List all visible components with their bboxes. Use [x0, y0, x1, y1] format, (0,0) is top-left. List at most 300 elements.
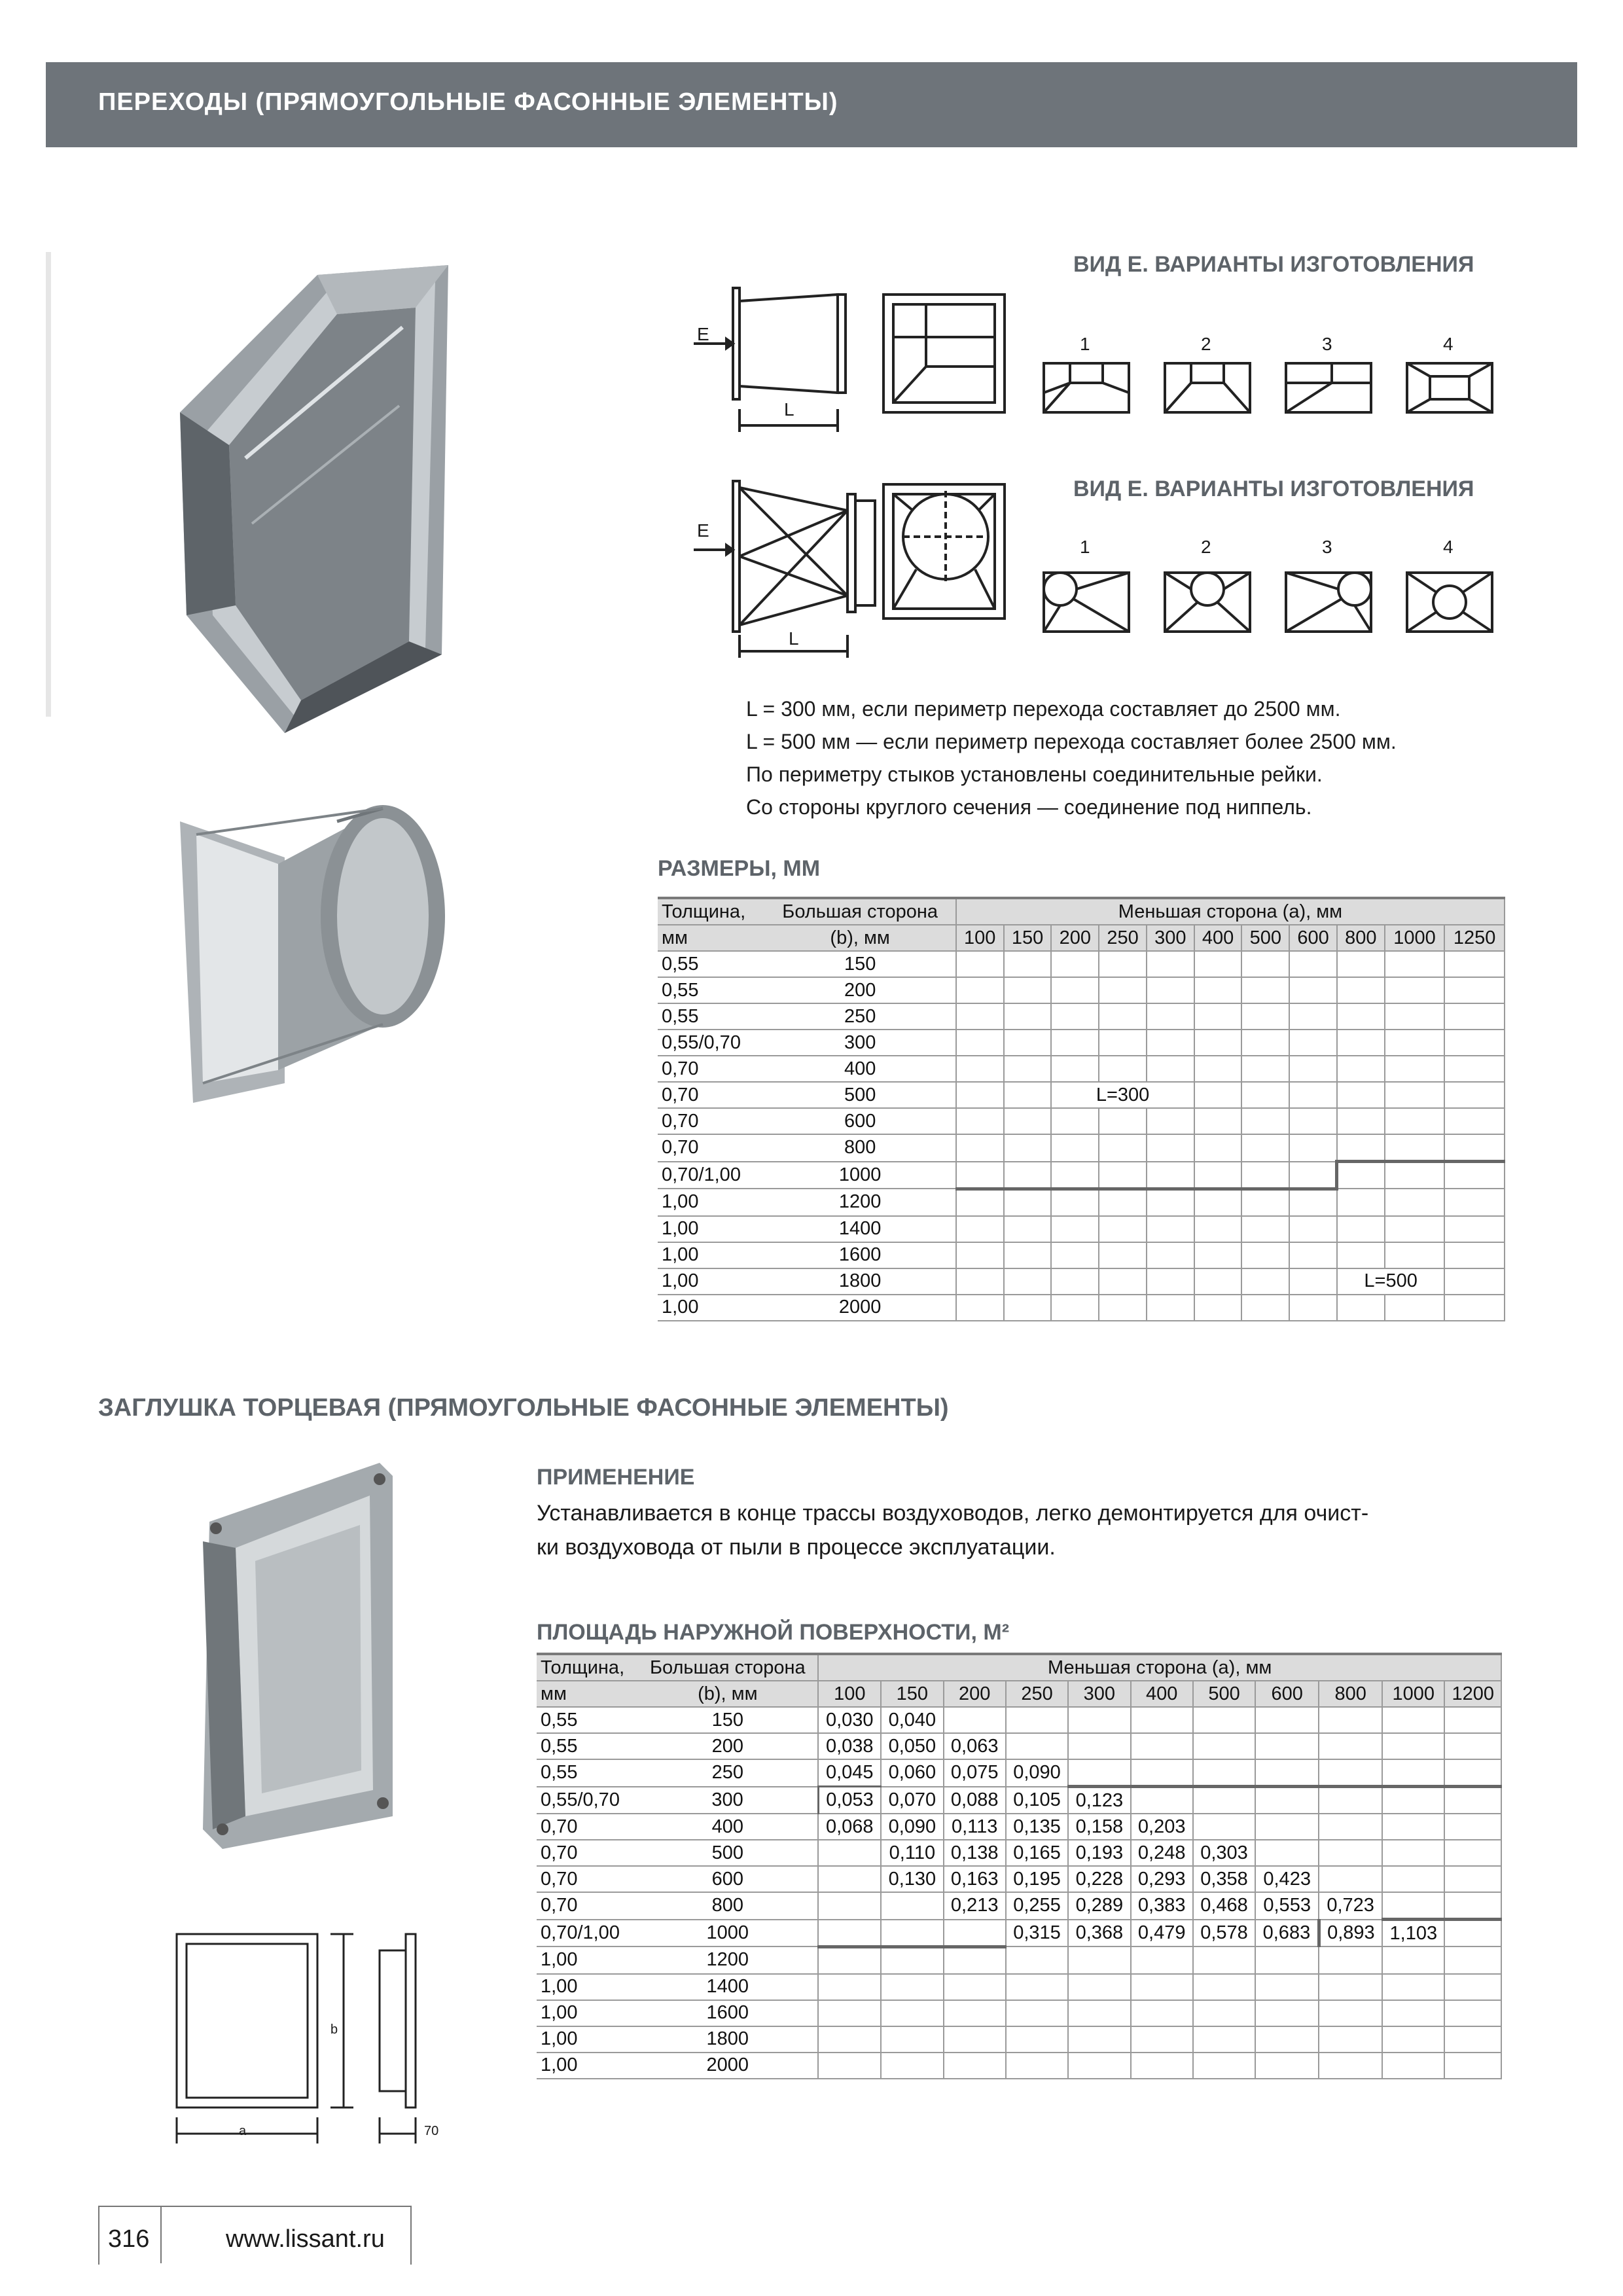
cell-value	[1319, 1733, 1382, 1759]
cell-value	[1319, 1707, 1382, 1733]
cell-thickness: 0,70	[658, 1108, 764, 1134]
sizes-title: РАЗМЕРЫ, ММ	[658, 856, 821, 881]
cell-value: 0,030	[818, 1707, 881, 1733]
cell-value	[1147, 1056, 1194, 1082]
cell-thickness: 1,00	[537, 1946, 637, 1974]
cell-b: 200	[637, 1733, 818, 1759]
cell-value	[944, 2000, 1006, 2026]
cell-value	[1131, 1974, 1193, 2000]
cell-value	[1131, 1787, 1193, 1814]
cell-value	[956, 1268, 1004, 1295]
cell-value	[1006, 1946, 1068, 1974]
col-a-header: 200	[1051, 925, 1099, 951]
cell-value: 0,358	[1193, 1866, 1255, 1892]
cell-value	[1241, 1242, 1289, 1268]
cell-b: 150	[764, 951, 955, 977]
cell-value	[1289, 1108, 1337, 1134]
cell-value	[1289, 977, 1337, 1003]
cell-value	[1382, 1733, 1444, 1759]
cell-value	[956, 1030, 1004, 1056]
cell-value	[1319, 2000, 1382, 2026]
col-a-header: 800	[1337, 925, 1385, 951]
cell-value	[1382, 2000, 1444, 2026]
cell-value	[1004, 1030, 1052, 1056]
cell-b: 400	[764, 1056, 955, 1082]
cell-b: 1400	[764, 1216, 955, 1242]
cell-value	[1444, 1787, 1501, 1814]
cell-value	[1385, 1003, 1445, 1030]
cell-value	[818, 2053, 881, 2079]
cell-value	[1193, 1759, 1255, 1787]
cell-value	[1099, 977, 1147, 1003]
cell-value	[1194, 1030, 1242, 1056]
cell-value: 0,683	[1255, 1920, 1319, 1947]
cell-thickness: 0,70/1,00	[658, 1162, 764, 1189]
cell-value	[818, 1920, 881, 1947]
table-row	[658, 1295, 1505, 1321]
cell-value	[1337, 951, 1385, 977]
cell-value	[1337, 1108, 1385, 1134]
cell-value	[1006, 1974, 1068, 2000]
drawing-label-a: a	[239, 2124, 247, 2138]
cell-value	[1255, 1974, 1319, 2000]
table-row	[658, 1242, 1505, 1268]
application-text	[537, 1496, 1368, 1564]
col-b-header: Большая сторона	[637, 1654, 818, 1681]
sizes-table	[658, 897, 1505, 1321]
cell-value	[1193, 2026, 1255, 2053]
cell-value	[1289, 951, 1337, 977]
group-header: Меньшая сторона (a), мм	[818, 1654, 1501, 1681]
cell-thickness: 1,00	[658, 1242, 764, 1268]
cell-value	[1382, 1840, 1444, 1866]
cell-value	[881, 1946, 943, 1974]
cell-value	[1444, 1946, 1501, 1974]
col-a-header: 100	[818, 1681, 881, 1707]
cell-value	[1004, 1216, 1052, 1242]
variant-label: 4	[1443, 334, 1454, 354]
cell-value	[1099, 951, 1147, 977]
cell-b: 1000	[764, 1162, 955, 1189]
end-cap-drawing	[170, 1921, 478, 2157]
page-number: 316	[108, 2225, 150, 2253]
cell-value	[1147, 1268, 1194, 1295]
cell-value	[1004, 1108, 1052, 1134]
cell-thickness: 1,00	[537, 2053, 637, 2079]
cell-value	[818, 1974, 881, 2000]
table-row	[537, 1892, 1501, 1920]
view-title-1: ВИД Е. ВАРИАНТЫ ИЗГОТОВЛЕНИЯ	[1073, 252, 1474, 277]
cell-value	[1444, 1134, 1505, 1162]
cell-value	[1147, 977, 1194, 1003]
label-l500: L=500	[1337, 1268, 1444, 1295]
drawing-label-b: b	[330, 2022, 338, 2037]
cell-value	[881, 2053, 943, 2079]
cell-value	[1241, 1030, 1289, 1056]
label-e-bottom: E	[697, 520, 709, 541]
cell-value	[1099, 1242, 1147, 1268]
cell-value	[1289, 1162, 1337, 1189]
photo-end-cap	[183, 1463, 406, 1856]
col-a-header: 150	[1004, 925, 1052, 951]
cell-value	[881, 1892, 943, 1920]
cell-thickness: 0,70	[537, 1892, 637, 1920]
cell-value: 0,090	[1006, 1759, 1068, 1787]
cell-value	[1255, 1787, 1319, 1814]
cell-value	[1147, 1216, 1194, 1242]
cell-value	[1241, 951, 1289, 977]
cell-thickness: 0,70	[658, 1056, 764, 1082]
col-a-header: 500	[1193, 1681, 1255, 1707]
cell-value: 0,105	[1006, 1787, 1068, 1814]
table-row	[658, 977, 1505, 1003]
cell-value	[1444, 1707, 1501, 1733]
cell-value	[1444, 1030, 1505, 1056]
cell-value	[1051, 1189, 1099, 1216]
cell-value	[1194, 1268, 1242, 1295]
cell-value	[1193, 1733, 1255, 1759]
cell-value: 0,315	[1006, 1920, 1068, 1947]
col-a-header: 1250	[1444, 925, 1505, 951]
cell-value	[1319, 1866, 1382, 1892]
cell-value	[1193, 1787, 1255, 1814]
table-row	[658, 1030, 1505, 1056]
cell-value	[1194, 1295, 1242, 1321]
col-a-header: 250	[1006, 1681, 1068, 1707]
cell-value: 0,368	[1068, 1920, 1130, 1947]
cell-value	[1051, 1216, 1099, 1242]
cell-value	[944, 1974, 1006, 2000]
variant-label: 4	[1443, 537, 1454, 557]
cell-value	[1255, 2053, 1319, 2079]
cell-value	[1004, 1295, 1052, 1321]
cell-value	[1289, 1268, 1337, 1295]
cell-value: 0,063	[944, 1733, 1006, 1759]
label-l-bottom: L	[789, 628, 799, 649]
cell-value	[818, 1840, 881, 1866]
cell-value	[1241, 1134, 1289, 1162]
cell-thickness: 0,55/0,70	[658, 1030, 764, 1056]
col-thickness-header: Толщина,	[537, 1654, 637, 1681]
cell-thickness: 0,55	[658, 951, 764, 977]
cell-value	[1444, 1268, 1505, 1295]
cell-value	[1289, 1189, 1337, 1216]
cell-value: 0,053	[818, 1787, 881, 1814]
application-text-line: ки воздуховода от пыли в процессе эксплуатации.	[537, 1535, 1056, 1560]
cell-value	[1385, 1216, 1445, 1242]
cell-value: 0,045	[818, 1759, 881, 1787]
cell-value: 0,158	[1068, 1814, 1130, 1840]
col-thickness-header: мм	[658, 925, 764, 951]
cell-value	[956, 1162, 1004, 1189]
cell-value	[1289, 1030, 1337, 1056]
cell-value: 0,038	[818, 1733, 881, 1759]
cell-value	[1382, 1866, 1444, 1892]
table-row	[537, 2053, 1501, 2079]
cell-value: 0,423	[1255, 1866, 1319, 1892]
cell-value	[1255, 1759, 1319, 1787]
cell-value	[1289, 1216, 1337, 1242]
cell-value	[956, 951, 1004, 977]
cell-value: 0,138	[944, 1840, 1006, 1866]
table-row	[658, 1134, 1505, 1162]
label-e-top: E	[697, 324, 709, 344]
cell-value	[1255, 1733, 1319, 1759]
cell-value	[1337, 1030, 1385, 1056]
area-table	[537, 1653, 1502, 2079]
cell-value	[1382, 1974, 1444, 2000]
cell-value	[1241, 1162, 1289, 1189]
cell-value	[818, 2000, 881, 2026]
cell-value	[1051, 1162, 1099, 1189]
cell-b: 1600	[764, 1242, 955, 1268]
col-a-header: 600	[1255, 1681, 1319, 1707]
cell-value	[1194, 951, 1242, 977]
cell-thickness: 0,70/1,00	[537, 1920, 637, 1947]
cell-value	[1147, 951, 1194, 977]
cell-value: 0,135	[1006, 1814, 1068, 1840]
cell-value	[1255, 2026, 1319, 2053]
cell-value: 0,479	[1131, 1920, 1193, 1947]
cell-value	[1444, 1920, 1501, 1947]
cell-thickness: 1,00	[537, 2026, 637, 2053]
cell-value	[1051, 977, 1099, 1003]
cell-value	[1319, 1787, 1382, 1814]
cell-value	[1068, 1759, 1130, 1787]
cell-value	[1131, 2026, 1193, 2053]
cell-value	[1051, 1242, 1099, 1268]
cell-b: 300	[764, 1030, 955, 1056]
cell-value	[1004, 1189, 1052, 1216]
application-text-line: Устанавливается в конце трассы воздуховодов, легко демонтируется для очист-	[537, 1501, 1369, 1526]
cell-value: 0,090	[881, 1814, 943, 1840]
cell-value	[1444, 951, 1505, 977]
cell-value: 0,213	[944, 1892, 1006, 1920]
cell-value	[956, 1295, 1004, 1321]
cell-value	[1131, 2053, 1193, 2079]
cell-thickness: 0,70	[537, 1814, 637, 1840]
cell-value: 0,040	[881, 1707, 943, 1733]
cell-b: 1200	[764, 1189, 955, 1216]
cell-value	[1051, 951, 1099, 977]
cell-value	[1385, 1162, 1445, 1189]
cell-value	[1194, 977, 1242, 1003]
cell-value	[1194, 1216, 1242, 1242]
table-row	[537, 1733, 1501, 1759]
note-line: L = 500 мм — если периметр перехода составляет более 2500 мм.	[746, 730, 1397, 753]
cell-value	[1241, 1189, 1289, 1216]
cell-value	[1099, 1189, 1147, 1216]
cell-thickness: 0,55	[537, 1759, 637, 1787]
table-row	[658, 1056, 1505, 1082]
cell-b: 200	[764, 977, 955, 1003]
table-row	[537, 1759, 1501, 1787]
cell-value	[1444, 1840, 1501, 1866]
table-row	[658, 1003, 1505, 1030]
cell-value	[1006, 1733, 1068, 1759]
cell-b: 1600	[637, 2000, 818, 2026]
cell-thickness: 1,00	[658, 1189, 764, 1216]
cell-value	[1444, 1295, 1505, 1321]
cell-value: 0,193	[1068, 1840, 1130, 1866]
cell-b: 1200	[637, 1946, 818, 1974]
cell-value	[1337, 1216, 1385, 1242]
cell-value	[1444, 1108, 1505, 1134]
cell-value: 0,113	[944, 1814, 1006, 1840]
variant-label: 1	[1080, 334, 1090, 354]
col-a-header: 1200	[1444, 1681, 1501, 1707]
table-row	[658, 1082, 1505, 1108]
cell-value	[1385, 1030, 1445, 1056]
cell-value	[1099, 1030, 1147, 1056]
col-a-header: 1000	[1385, 925, 1445, 951]
table-row	[658, 1162, 1505, 1189]
footer-url[interactable]: www.lissant.ru	[226, 2225, 385, 2253]
cell-value	[1004, 1003, 1052, 1030]
cell-value	[956, 1056, 1004, 1082]
cell-value	[1444, 2026, 1501, 2053]
table-row	[537, 1840, 1501, 1866]
cell-value: 0,383	[1131, 1892, 1193, 1920]
cell-value: 0,123	[1068, 1787, 1130, 1814]
col-a-header: 400	[1131, 1681, 1193, 1707]
cell-b: 2000	[637, 2053, 818, 2079]
cell-value	[1255, 1707, 1319, 1733]
plug-title: ЗАГЛУШКА ТОРЦЕВАЯ (ПРЯМОУГОЛЬНЫЕ ФАСОННЫЕ ЭЛЕМЕНТЫ)	[98, 1394, 949, 1422]
table-row	[537, 1866, 1501, 1892]
cell-value	[1319, 2026, 1382, 2053]
cell-value	[944, 1920, 1006, 1947]
cell-value: 0,110	[881, 1840, 943, 1866]
cell-value	[1068, 1974, 1130, 2000]
cell-value	[1194, 1003, 1242, 1030]
cell-value	[1004, 977, 1052, 1003]
cell-value	[1382, 1892, 1444, 1920]
cell-value	[1004, 1056, 1052, 1082]
cell-value	[1241, 1082, 1289, 1108]
cell-value: 0,578	[1193, 1920, 1255, 1947]
cell-value	[1382, 1759, 1444, 1787]
footer-separator	[160, 2206, 162, 2263]
table-row	[537, 1707, 1501, 1733]
cell-value: 0,293	[1131, 1866, 1193, 1892]
cell-thickness: 0,55	[658, 977, 764, 1003]
col-b-header: (b), мм	[764, 925, 955, 951]
table-row	[537, 1787, 1501, 1814]
cell-value	[1241, 977, 1289, 1003]
cell-value	[1004, 1082, 1052, 1108]
cell-value	[1444, 1974, 1501, 2000]
cell-value	[1131, 1759, 1193, 1787]
cell-value	[1337, 1295, 1385, 1321]
cell-value	[1444, 1082, 1505, 1108]
cell-value	[1385, 1056, 1445, 1082]
cell-value	[818, 2026, 881, 2053]
cell-b: 150	[637, 1707, 818, 1733]
col-thickness-header: Толщина,	[658, 898, 764, 925]
cell-value	[1255, 1814, 1319, 1840]
cell-value	[1147, 1295, 1194, 1321]
cell-value	[1006, 2000, 1068, 2026]
cell-value: 0,255	[1006, 1892, 1068, 1920]
cell-value	[956, 1082, 1004, 1108]
col-a-header: 500	[1241, 925, 1289, 951]
cell-b: 250	[637, 1759, 818, 1787]
cell-value	[1385, 1189, 1445, 1216]
view-title-2: ВИД Е. ВАРИАНТЫ ИЗГОТОВЛЕНИЯ	[1073, 476, 1474, 501]
cell-value	[1147, 1242, 1194, 1268]
cell-value: 0,893	[1319, 1920, 1382, 1947]
cell-value	[1382, 1787, 1444, 1814]
cell-value	[1444, 1866, 1501, 1892]
cell-value	[818, 1892, 881, 1920]
cell-b: 1000	[637, 1920, 818, 1947]
cell-value	[1444, 1056, 1505, 1082]
cell-value	[1337, 1134, 1385, 1162]
cell-b: 250	[764, 1003, 955, 1030]
cell-value: 0,289	[1068, 1892, 1130, 1920]
cell-value	[1099, 1108, 1147, 1134]
cell-thickness: 0,55/0,70	[537, 1787, 637, 1814]
cell-value	[944, 1946, 1006, 1974]
cell-value	[881, 2026, 943, 2053]
photo-round-transition	[167, 795, 520, 1109]
cell-value	[1319, 1759, 1382, 1787]
cell-value	[818, 1866, 881, 1892]
cell-value	[1147, 1108, 1194, 1134]
cell-value	[1193, 1974, 1255, 2000]
cell-value	[1051, 1056, 1099, 1082]
cell-value	[1004, 951, 1052, 977]
cell-value	[1099, 1268, 1147, 1295]
cell-value	[1385, 1295, 1445, 1321]
note-line: Со стороны круглого сечения — соединение под ниппель.	[746, 795, 1312, 819]
cell-value	[1444, 1216, 1505, 1242]
variant-label: 1	[1080, 537, 1090, 557]
cell-value	[956, 1134, 1004, 1162]
cell-value	[1068, 2053, 1130, 2079]
cell-value	[1194, 1189, 1242, 1216]
table-row	[537, 2026, 1501, 2053]
cell-b: 400	[637, 1814, 818, 1840]
cell-value	[1319, 1840, 1382, 1866]
cell-value: 0,165	[1006, 1840, 1068, 1866]
table-row	[537, 1974, 1501, 2000]
cell-value	[1068, 1946, 1130, 1974]
cell-thickness: 1,00	[658, 1216, 764, 1242]
cell-value: 0,050	[881, 1733, 943, 1759]
cell-value	[1147, 1030, 1194, 1056]
cell-value	[1194, 1108, 1242, 1134]
cell-value	[1337, 977, 1385, 1003]
variant-label: 2	[1201, 334, 1211, 354]
cell-value	[1099, 1056, 1147, 1082]
cell-value	[1382, 1946, 1444, 1974]
cell-value	[1051, 1108, 1099, 1134]
cell-value	[1068, 1707, 1130, 1733]
cell-value	[1385, 1082, 1445, 1108]
variant-label: 2	[1201, 537, 1211, 557]
col-a-header: 600	[1289, 925, 1337, 951]
cell-value	[1147, 1134, 1194, 1162]
cell-value	[1444, 1162, 1505, 1189]
drawing-label-70: 70	[424, 2124, 439, 2138]
cell-value	[1319, 1974, 1382, 2000]
cell-value	[1255, 2000, 1319, 2026]
cell-value	[1382, 1707, 1444, 1733]
cell-value	[1068, 2000, 1130, 2026]
cell-value	[1194, 1242, 1242, 1268]
